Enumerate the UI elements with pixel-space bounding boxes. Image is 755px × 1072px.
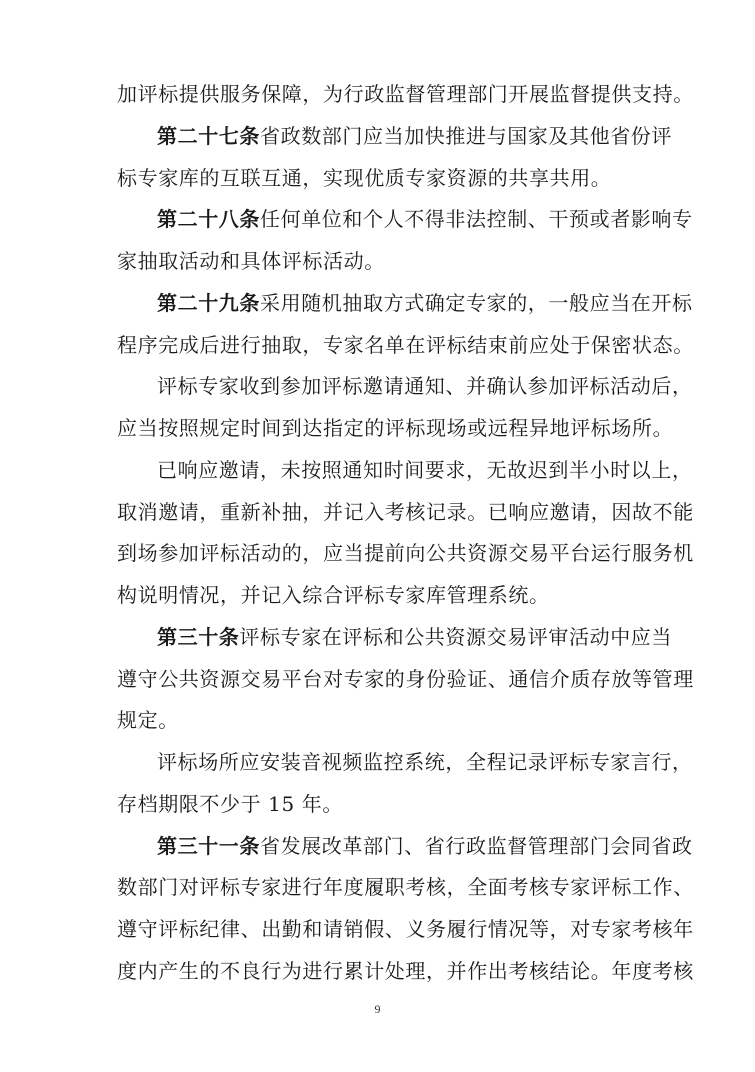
- article-text: 省政数部门应当加快推进与国家及其他省份评: [260, 124, 672, 148]
- text-line: 应当按照规定时间到达指定的评标现场或远程异地评标场所。: [117, 416, 674, 440]
- article-30-heading-line: [157, 623, 673, 651]
- article-number: 第二十九条: [157, 291, 260, 315]
- article-text: 任何单位和个人不得非法控制、干预或者影响专: [260, 207, 693, 231]
- text-line: 加评标提供服务保障，为行政监督管理部门开展监督提供支持。: [117, 82, 694, 106]
- article-number: 第三十条: [157, 625, 240, 649]
- text-line: 存档期限不少于 15 年。: [117, 792, 343, 816]
- text-line: 遵守评标纪律、出勤和请销假、义务履行情况等，对专家考核年: [117, 917, 694, 941]
- article-text: 省发展改革部门、省行政监督管理部门会同省政: [260, 834, 693, 858]
- text-line: 家抽取活动和具体评标活动。: [117, 249, 385, 273]
- text-line: 构说明情况，并记入综合评标专家库管理系统。: [117, 583, 550, 607]
- article-29-heading-line: [157, 289, 693, 317]
- text-line: 评标场所应安装音视频监控系统，全程记录评标专家言行，: [157, 750, 693, 774]
- text-line: 程序完成后进行抽取，专家名单在评标结束前应处于保密状态。: [117, 333, 694, 357]
- text-line: 度内产生的不良行为进行累计处理，并作出考核结论。年度考核: [117, 959, 694, 983]
- article-text: 采用随机抽取方式确定专家的，一般应当在开标: [260, 291, 693, 315]
- text-line: 标专家库的互联互通，实现优质专家资源的共享共用。: [117, 166, 612, 190]
- text-line: 到场参加评标活动的，应当提前向公共资源交易平台运行服务机: [117, 541, 694, 565]
- article-number: 第三十一条: [157, 834, 260, 858]
- article-number: 第二十七条: [157, 124, 260, 148]
- text-line: 遵守公共资源交易平台对专家的身份验证、通信介质存放等管理: [117, 667, 694, 691]
- article-27-heading-line: [157, 122, 672, 150]
- article-number: 第二十八条: [157, 207, 260, 231]
- page-number: 9: [374, 1002, 381, 1016]
- text-line: 数部门对评标专家进行年度履职考核，全面考核专家评标工作、: [117, 875, 694, 899]
- article-31-heading-line: [157, 832, 693, 860]
- text-line: 取消邀请，重新补抽，并记入考核记录。已响应邀请，因故不能: [117, 500, 694, 524]
- text-line: 规定。: [117, 708, 179, 732]
- text-line: 评标专家收到参加评标邀请通知、并确认参加评标活动后，: [157, 374, 693, 398]
- article-28-heading-line: [157, 205, 693, 233]
- text-line: 已响应邀请，未按照通知时间要求，无故迟到半小时以上，: [157, 458, 693, 482]
- article-text: 评标专家在评标和公共资源交易评审活动中应当: [239, 625, 673, 649]
